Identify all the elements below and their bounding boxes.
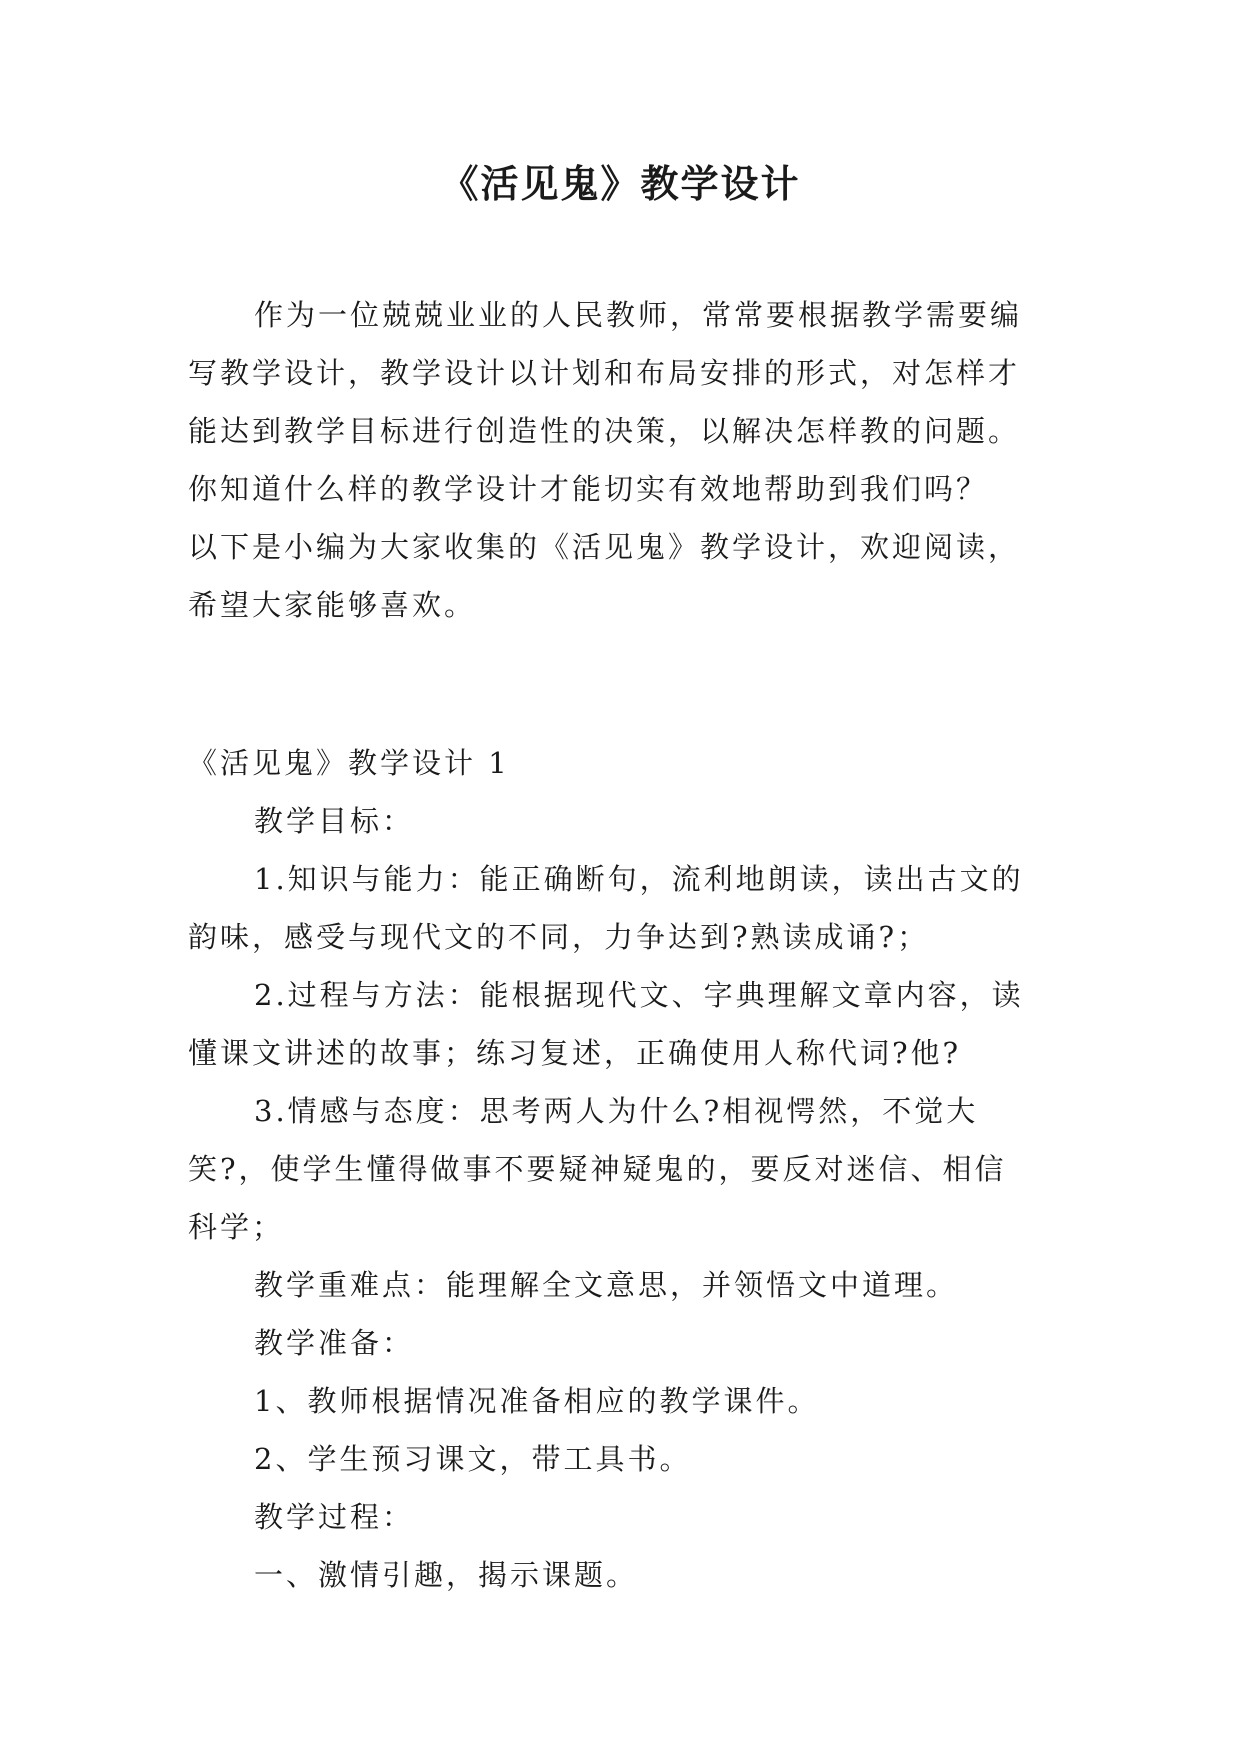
intro-line-4: 你知道什么样的教学设计才能切实有效地帮助到我们吗？ (188, 472, 989, 506)
objective-1-line-2: 韵味，感受与现代文的不同，力争达到?熟读成诵?； (188, 920, 930, 954)
section-spacer (188, 634, 1068, 734)
document-title: 《活见鬼》教学设计 (440, 161, 801, 206)
intro-line-3: 能达到教学目标进行创造性的决策，以解决怎样教的问题。 (188, 414, 1021, 448)
objective-3-line-1: 3.情感与态度：思考两人为什么?相视愕然，不觉大 (254, 1094, 979, 1128)
objective-2-line-2: 懂课文讲述的故事；练习复述，正确使用人称代词?他? (188, 1036, 962, 1070)
objective-2-line-1: 2.过程与方法：能根据现代文、字典理解文章内容，读 (254, 978, 1024, 1012)
intro-line-1: 作为一位兢兢业业的人民教师，常常要根据教学需要编 (254, 298, 1023, 332)
objectives-label: 教学目标： (254, 804, 415, 838)
preparation-label: 教学准备： (254, 1326, 415, 1360)
objective-3-line-2: 笑?，使学生懂得做事不要疑神疑鬼的，要反对迷信、相信 (188, 1152, 1007, 1186)
intro-line-5: 以下是小编为大家收集的《活见鬼》教学设计，欢迎阅读， (188, 530, 1021, 564)
document-body (188, 286, 1068, 1604)
intro-line-2: 写教学设计，教学设计以计划和布局安排的形式，对怎样才 (188, 356, 1021, 390)
intro-line-6: 希望大家能够喜欢。 (188, 588, 477, 622)
objective-1-line-1: 1.知识与能力：能正确断句，流利地朗读，读出古文的 (254, 862, 1024, 896)
key-points: 教学重难点：能理解全文意思，并领悟文中道理。 (254, 1268, 959, 1302)
section-heading: 《活见鬼》教学设计 1 (188, 746, 510, 780)
process-label: 教学过程： (254, 1500, 415, 1534)
process-step-1: 一、激情引趣，揭示课题。 (254, 1558, 639, 1592)
preparation-item-1: 1、教师根据情况准备相应的教学课件。 (254, 1384, 820, 1418)
preparation-item-2: 2、学生预习课文，带工具书。 (254, 1442, 692, 1476)
objective-3-line-3: 科学； (188, 1210, 285, 1244)
